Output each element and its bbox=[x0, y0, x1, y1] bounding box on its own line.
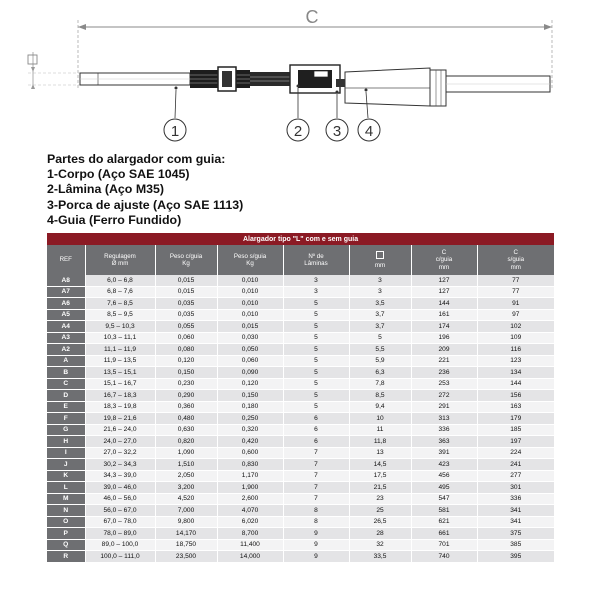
table-cell: 0,080 bbox=[155, 344, 217, 356]
table-cell: 32 bbox=[349, 539, 411, 551]
table-cell: 253 bbox=[411, 378, 477, 390]
table-cell: 5 bbox=[283, 367, 349, 379]
table-cell: 7 bbox=[283, 493, 349, 505]
table-cell: 1,900 bbox=[217, 482, 283, 494]
table-cell: 5 bbox=[283, 298, 349, 310]
table-cell: 39,0 – 46,0 bbox=[85, 482, 155, 494]
table-row bbox=[47, 539, 554, 551]
table-cell: 7,000 bbox=[155, 505, 217, 517]
ref-cell: A4 bbox=[47, 321, 85, 333]
table-cell: 0,830 bbox=[217, 459, 283, 471]
table-cell: 0,010 bbox=[217, 298, 283, 310]
table-cell: 0,120 bbox=[217, 378, 283, 390]
table-row bbox=[47, 367, 554, 379]
ref-cell: C bbox=[47, 378, 85, 390]
table-row bbox=[47, 286, 554, 298]
table-cell: 0,250 bbox=[217, 413, 283, 425]
table-cell: 336 bbox=[411, 424, 477, 436]
ref-cell: A3 bbox=[47, 332, 85, 344]
table-cell: 25 bbox=[349, 505, 411, 517]
ref-cell: D bbox=[47, 390, 85, 402]
table-cell: 336 bbox=[477, 493, 554, 505]
table-cell: 385 bbox=[477, 539, 554, 551]
table-cell: 456 bbox=[411, 470, 477, 482]
part-item-1: 1-Corpo (Aço SAE 1045) bbox=[47, 167, 190, 182]
svg-text:2: 2 bbox=[293, 123, 303, 140]
table-row bbox=[47, 332, 554, 344]
table-cell: 423 bbox=[411, 459, 477, 471]
callout-4 bbox=[358, 119, 380, 141]
table-cell: 5 bbox=[283, 309, 349, 321]
table-cell: 0,480 bbox=[155, 413, 217, 425]
table-cell: 21,6 – 24,0 bbox=[85, 424, 155, 436]
table-cell: 0,010 bbox=[217, 275, 283, 286]
table-cell: 6,8 – 7,6 bbox=[85, 286, 155, 298]
table-cell: 14,170 bbox=[155, 528, 217, 540]
table-cell: 3 bbox=[349, 275, 411, 286]
table-cell: 5 bbox=[283, 401, 349, 413]
ref-cell: P bbox=[47, 528, 85, 540]
table-cell: 9,5 – 10,3 bbox=[85, 321, 155, 333]
table-cell: 395 bbox=[477, 551, 554, 563]
table-row bbox=[47, 505, 554, 517]
table-cell: 0,060 bbox=[155, 332, 217, 344]
ref-cell: G bbox=[47, 424, 85, 436]
table-cell: 34,3 – 39,0 bbox=[85, 470, 155, 482]
table-cell: 6,0 – 6,8 bbox=[85, 275, 155, 286]
table-cell: 6 bbox=[283, 436, 349, 448]
ref-cell: K bbox=[47, 470, 85, 482]
table-cell: 701 bbox=[411, 539, 477, 551]
header-c-com-guia: C c/guia mm bbox=[411, 245, 477, 275]
table-cell: 109 bbox=[477, 332, 554, 344]
table-cell: 127 bbox=[411, 286, 477, 298]
ref-cell: Q bbox=[47, 539, 85, 551]
table-cell: 391 bbox=[411, 447, 477, 459]
ref-cell: A8 bbox=[47, 275, 85, 286]
table-row bbox=[47, 378, 554, 390]
table-cell: 67,0 – 78,0 bbox=[85, 516, 155, 528]
header-ref: REF bbox=[47, 245, 85, 275]
table-cell: 221 bbox=[411, 355, 477, 367]
table-cell: 7 bbox=[283, 459, 349, 471]
table-cell: 28 bbox=[349, 528, 411, 540]
table-cell: 11 bbox=[349, 424, 411, 436]
table-cell: 5,9 bbox=[349, 355, 411, 367]
table-cell: 5,5 bbox=[349, 344, 411, 356]
table-row bbox=[47, 344, 554, 356]
table-cell: 10 bbox=[349, 413, 411, 425]
table-cell: 134 bbox=[477, 367, 554, 379]
table-cell: 33,5 bbox=[349, 551, 411, 563]
callout-2 bbox=[287, 119, 309, 141]
table-cell: 0,050 bbox=[217, 344, 283, 356]
table-row bbox=[47, 447, 554, 459]
callout-3 bbox=[326, 119, 348, 141]
table-cell: 9,800 bbox=[155, 516, 217, 528]
parts-title: Partes do alargador com guia: bbox=[47, 152, 226, 166]
part-item-4: 4-Guia (Ferro Fundido) bbox=[47, 212, 182, 227]
header-regulagem: Regulagem Ø mm bbox=[85, 245, 155, 275]
table-cell: 0,600 bbox=[217, 447, 283, 459]
table-cell: 174 bbox=[411, 321, 477, 333]
table-cell: 9 bbox=[283, 528, 349, 540]
ref-cell: A2 bbox=[47, 344, 85, 356]
table-cell: 5 bbox=[283, 332, 349, 344]
table-cell: 224 bbox=[477, 447, 554, 459]
ref-cell: O bbox=[47, 516, 85, 528]
ref-cell: A7 bbox=[47, 286, 85, 298]
ref-cell: A5 bbox=[47, 309, 85, 321]
ref-cell: J bbox=[47, 459, 85, 471]
ref-cell: B bbox=[47, 367, 85, 379]
ref-cell: A bbox=[47, 355, 85, 367]
table-row bbox=[47, 551, 554, 563]
table-cell: 0,060 bbox=[217, 355, 283, 367]
table-cell: 5 bbox=[283, 321, 349, 333]
svg-text:4: 4 bbox=[364, 123, 374, 140]
ref-cell: N bbox=[47, 505, 85, 517]
table-row bbox=[47, 482, 554, 494]
table-cell: 11,8 bbox=[349, 436, 411, 448]
table-cell: 581 bbox=[411, 505, 477, 517]
table-cell: 277 bbox=[477, 470, 554, 482]
table-row bbox=[47, 321, 554, 333]
table-cell: 3,200 bbox=[155, 482, 217, 494]
ref-cell: A6 bbox=[47, 298, 85, 310]
table-cell: 97 bbox=[477, 309, 554, 321]
table-cell: 10,3 – 11,1 bbox=[85, 332, 155, 344]
table-cell: 123 bbox=[477, 355, 554, 367]
table-cell: 740 bbox=[411, 551, 477, 563]
table-cell: 0,010 bbox=[217, 286, 283, 298]
table-row bbox=[47, 355, 554, 367]
table-row bbox=[47, 516, 554, 528]
table-body bbox=[47, 275, 554, 562]
table-row bbox=[47, 413, 554, 425]
table-cell: 1,090 bbox=[155, 447, 217, 459]
table-cell: 27,0 – 32,2 bbox=[85, 447, 155, 459]
table-cell: 56,0 – 67,0 bbox=[85, 505, 155, 517]
table-cell: 11,9 – 13,5 bbox=[85, 355, 155, 367]
table-cell: 4,070 bbox=[217, 505, 283, 517]
table-cell: 197 bbox=[477, 436, 554, 448]
table-cell: 2,050 bbox=[155, 470, 217, 482]
reamer-guide bbox=[345, 68, 430, 106]
callout-1 bbox=[164, 119, 186, 141]
table-cell: 3,7 bbox=[349, 309, 411, 321]
table-cell: 15,1 – 16,7 bbox=[85, 378, 155, 390]
table-cell: 19,8 – 21,6 bbox=[85, 413, 155, 425]
table-cell: 0,820 bbox=[155, 436, 217, 448]
table-cell: 8,5 bbox=[349, 390, 411, 402]
table-row bbox=[47, 436, 554, 448]
table-cell: 179 bbox=[477, 413, 554, 425]
table-cell: 0,150 bbox=[217, 390, 283, 402]
table-cell: 0,090 bbox=[217, 367, 283, 379]
table-cell: 0,630 bbox=[155, 424, 217, 436]
table-cell: 7 bbox=[283, 447, 349, 459]
header-num-laminas: Nº de Lâminas bbox=[283, 245, 349, 275]
table-cell: 0,015 bbox=[155, 286, 217, 298]
table-cell: 11,400 bbox=[217, 539, 283, 551]
table-cell: 0,030 bbox=[217, 332, 283, 344]
table-row bbox=[47, 528, 554, 540]
table-cell: 100,0 – 111,0 bbox=[85, 551, 155, 563]
table-row bbox=[47, 275, 554, 286]
table-cell: 0,150 bbox=[155, 367, 217, 379]
table-cell: 9 bbox=[283, 551, 349, 563]
table-cell: 6 bbox=[283, 424, 349, 436]
table-cell: 156 bbox=[477, 390, 554, 402]
table-cell: 236 bbox=[411, 367, 477, 379]
table-cell: 313 bbox=[411, 413, 477, 425]
table-cell: 5 bbox=[283, 378, 349, 390]
table-cell: 26,5 bbox=[349, 516, 411, 528]
table-cell: 77 bbox=[477, 275, 554, 286]
dimension-label: C bbox=[305, 7, 319, 27]
table-cell: 241 bbox=[477, 459, 554, 471]
table-cell: 14,5 bbox=[349, 459, 411, 471]
table-cell: 78,0 – 89,0 bbox=[85, 528, 155, 540]
table-cell: 0,015 bbox=[217, 321, 283, 333]
table-cell: 0,035 bbox=[155, 298, 217, 310]
table-cell: 301 bbox=[477, 482, 554, 494]
header-peso-sem-guia: Peso s/guia Kg bbox=[217, 245, 283, 275]
table-cell: 24,0 – 27,0 bbox=[85, 436, 155, 448]
table-cell: 6,020 bbox=[217, 516, 283, 528]
table-cell: 16,7 – 18,3 bbox=[85, 390, 155, 402]
header-c-sem-guia: C s/guia mm bbox=[477, 245, 554, 275]
table-cell: 341 bbox=[477, 505, 554, 517]
table-cell: 0,055 bbox=[155, 321, 217, 333]
table-cell: 3,5 bbox=[349, 298, 411, 310]
ref-cell: I bbox=[47, 447, 85, 459]
table-cell: 30,2 – 34,3 bbox=[85, 459, 155, 471]
table-cell: 7 bbox=[283, 470, 349, 482]
table-cell: 5 bbox=[283, 344, 349, 356]
table-cell: 144 bbox=[477, 378, 554, 390]
table-cell: 18,3 – 19,8 bbox=[85, 401, 155, 413]
table-cell: 163 bbox=[477, 401, 554, 413]
table-row bbox=[47, 401, 554, 413]
table-cell: 8 bbox=[283, 505, 349, 517]
table-cell: 495 bbox=[411, 482, 477, 494]
square-icon bbox=[376, 251, 384, 259]
table-cell: 23 bbox=[349, 493, 411, 505]
dimension-arrow-left bbox=[78, 24, 86, 30]
table-cell: 3,7 bbox=[349, 321, 411, 333]
table-cell: 5 bbox=[283, 390, 349, 402]
table-cell: 13 bbox=[349, 447, 411, 459]
table-cell: 0,230 bbox=[155, 378, 217, 390]
svg-text:3: 3 bbox=[332, 123, 342, 140]
table-cell: 102 bbox=[477, 321, 554, 333]
header-square: mm bbox=[349, 245, 411, 275]
table-row bbox=[47, 390, 554, 402]
ref-cell: H bbox=[47, 436, 85, 448]
table-cell: 0,120 bbox=[155, 355, 217, 367]
table-cell: 0,360 bbox=[155, 401, 217, 413]
square-dimension-icon bbox=[28, 55, 37, 64]
ref-cell: E bbox=[47, 401, 85, 413]
table-cell: 116 bbox=[477, 344, 554, 356]
table-cell: 91 bbox=[477, 298, 554, 310]
dimension-arrow-right bbox=[544, 24, 552, 30]
table-cell: 185 bbox=[477, 424, 554, 436]
table-cell: 0,035 bbox=[155, 309, 217, 321]
table-title: Alargador tipo "L" com e sem guia bbox=[47, 233, 554, 245]
ref-cell: R bbox=[47, 551, 85, 563]
table-cell: 621 bbox=[411, 516, 477, 528]
table-row bbox=[47, 309, 554, 321]
ref-cell: F bbox=[47, 413, 85, 425]
table-cell: 363 bbox=[411, 436, 477, 448]
table-cell: 0,010 bbox=[217, 309, 283, 321]
table-cell: 8,700 bbox=[217, 528, 283, 540]
table-cell: 46,0 – 56,0 bbox=[85, 493, 155, 505]
table-cell: 3 bbox=[349, 286, 411, 298]
table-row bbox=[47, 493, 554, 505]
parts-list bbox=[47, 152, 243, 228]
table-cell: 89,0 – 100,0 bbox=[85, 539, 155, 551]
table-cell: 3 bbox=[283, 286, 349, 298]
table-row bbox=[47, 470, 554, 482]
table-row bbox=[47, 298, 554, 310]
table-cell: 11,1 – 11,9 bbox=[85, 344, 155, 356]
table-cell: 4,520 bbox=[155, 493, 217, 505]
table-cell: 0,015 bbox=[155, 275, 217, 286]
part-item-2: 2-Lâmina (Aço M35) bbox=[47, 182, 165, 197]
table-cell: 5 bbox=[283, 355, 349, 367]
table-cell: 6,3 bbox=[349, 367, 411, 379]
spec-table bbox=[47, 233, 554, 563]
table-cell: 9,4 bbox=[349, 401, 411, 413]
table-cell: 1,170 bbox=[217, 470, 283, 482]
table-cell: 3 bbox=[283, 275, 349, 286]
table-cell: 661 bbox=[411, 528, 477, 540]
table-cell: 144 bbox=[411, 298, 477, 310]
table-cell: 0,180 bbox=[217, 401, 283, 413]
svg-text:1: 1 bbox=[170, 123, 180, 140]
table-cell: 547 bbox=[411, 493, 477, 505]
table-cell: 6 bbox=[283, 413, 349, 425]
table-cell: 272 bbox=[411, 390, 477, 402]
table-header-row bbox=[47, 245, 554, 275]
table-cell: 291 bbox=[411, 401, 477, 413]
table-cell: 5 bbox=[349, 332, 411, 344]
table-cell: 23,500 bbox=[155, 551, 217, 563]
reamer-diagram bbox=[0, 0, 600, 150]
table-cell: 9 bbox=[283, 539, 349, 551]
table-cell: 0,420 bbox=[217, 436, 283, 448]
table-cell: 161 bbox=[411, 309, 477, 321]
table-cell: 127 bbox=[411, 275, 477, 286]
table-cell: 0,290 bbox=[155, 390, 217, 402]
table-cell: 341 bbox=[477, 516, 554, 528]
table-cell: 196 bbox=[411, 332, 477, 344]
table-cell: 8 bbox=[283, 516, 349, 528]
table-cell: 8,5 – 9,5 bbox=[85, 309, 155, 321]
table-cell: 77 bbox=[477, 286, 554, 298]
table-row bbox=[47, 459, 554, 471]
header-peso-com-guia: Peso c/guia Kg bbox=[155, 245, 217, 275]
table-cell: 7 bbox=[283, 482, 349, 494]
table-row bbox=[47, 424, 554, 436]
table-cell: 2,600 bbox=[217, 493, 283, 505]
table-cell: 375 bbox=[477, 528, 554, 540]
table-cell: 7,6 – 8,5 bbox=[85, 298, 155, 310]
table-cell: 13,5 – 15,1 bbox=[85, 367, 155, 379]
part-item-3: 3-Porca de ajuste (Aço SAE 1113) bbox=[47, 197, 244, 212]
table-cell: 1,510 bbox=[155, 459, 217, 471]
table-cell: 0,320 bbox=[217, 424, 283, 436]
ref-cell: L bbox=[47, 482, 85, 494]
table-cell: 18,750 bbox=[155, 539, 217, 551]
table-cell: 21,5 bbox=[349, 482, 411, 494]
table-cell: 17,5 bbox=[349, 470, 411, 482]
ref-cell: M bbox=[47, 493, 85, 505]
table-cell: 7,8 bbox=[349, 378, 411, 390]
table-cell: 14,000 bbox=[217, 551, 283, 563]
table-cell: 209 bbox=[411, 344, 477, 356]
